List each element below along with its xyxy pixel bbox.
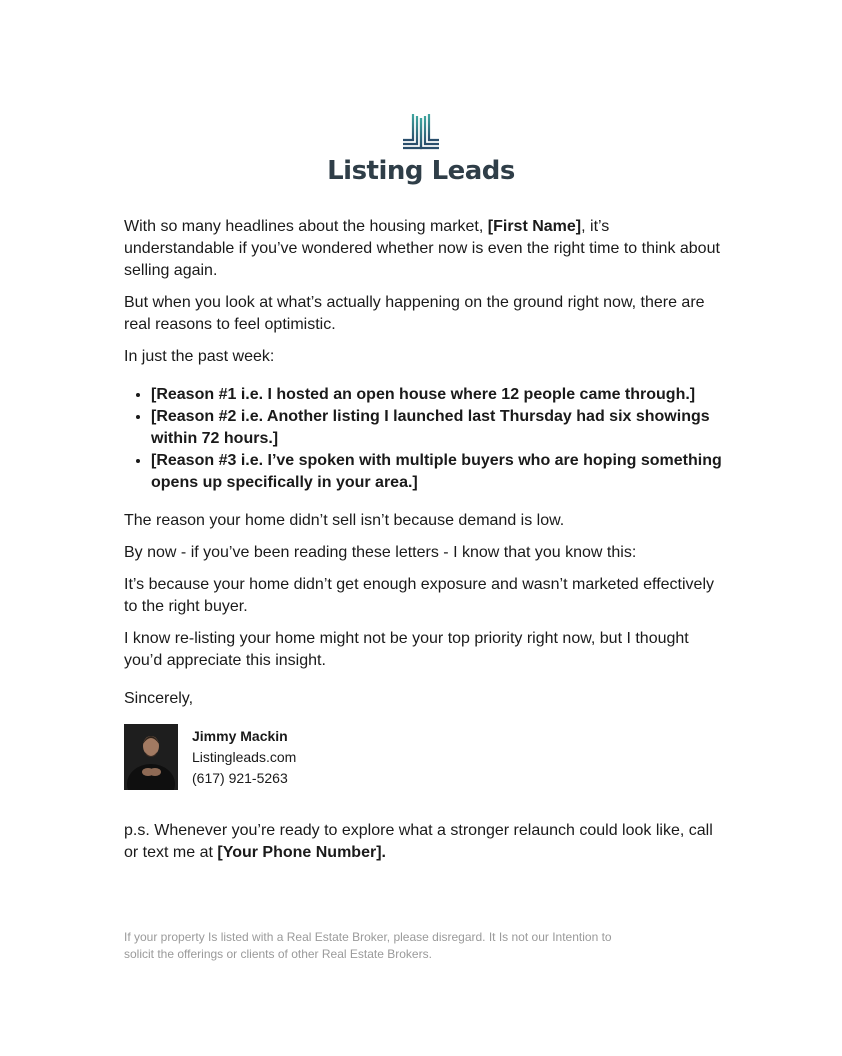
paragraph-demand: The reason your home didn’t sell isn’t because demand is low.: [124, 512, 565, 529]
signature-phone: (617) 921-5263: [192, 770, 288, 786]
paragraph-relisting: I know re-listing your home might not be your top priority right now, but I thought you’d appreciate this insight.: [124, 630, 689, 669]
paragraph-past-week: In just the past week:: [124, 348, 275, 365]
intro-text-start: With so many headlines about the housing market,: [124, 218, 488, 235]
building-columns-icon: [399, 112, 443, 152]
logo-text: Listing Leads: [327, 156, 515, 186]
signature-details: [192, 726, 296, 789]
letter-body: [124, 216, 724, 874]
intro-text-end: , it’s understandable if you’ve wondered whether now is even the right time to think about selling again.: [124, 218, 720, 279]
paragraph-letters: By now - if you’ve been reading these letters - I know that you know this:: [124, 544, 637, 561]
reasons-list: [124, 384, 724, 494]
paragraph-optimistic: But when you look at what’s actually happening on the ground right now, there are real reasons to feel optimistic.: [124, 294, 705, 333]
signature-block: [124, 724, 724, 790]
closing: Sincerely,: [124, 690, 194, 707]
paragraph-exposure: It’s because your home didn’t get enough exposure and wasn’t marketed effectively to the right buyer.: [124, 576, 714, 615]
footer-disclaimer: If your property Is listed with a Real Estate Broker, please disregard. It Is not our Intention to solicit the offerings or clients of other Real Estate Brokers.: [124, 930, 612, 961]
logo: [0, 112, 842, 186]
avatar: [124, 724, 178, 790]
intro-paragraph: [124, 216, 724, 282]
reason-item-3: • [Reason #3 i.e. I’ve spoken with multiple buyers who are hoping something opens up specifically in your area.]: [151, 450, 724, 494]
reason-item-2: • [Reason #2 i.e. Another listing I launched last Thursday had six showings within 72 hours.]: [151, 406, 724, 450]
signature-name: Jimmy Mackin: [192, 728, 288, 744]
phone-number-placeholder: [Your Phone Number].: [217, 844, 386, 861]
postscript-text: p.s. Whenever you’re ready to explore what a stronger relaunch could look like, call or text me at: [124, 822, 713, 861]
first-name-placeholder: [First Name]: [487, 218, 582, 235]
signature-website: Listingleads.com: [192, 749, 297, 765]
reason-item-1: • [Reason #1 i.e. I hosted an open house where 12 people came through.]: [151, 384, 724, 406]
postscript: [124, 820, 724, 864]
